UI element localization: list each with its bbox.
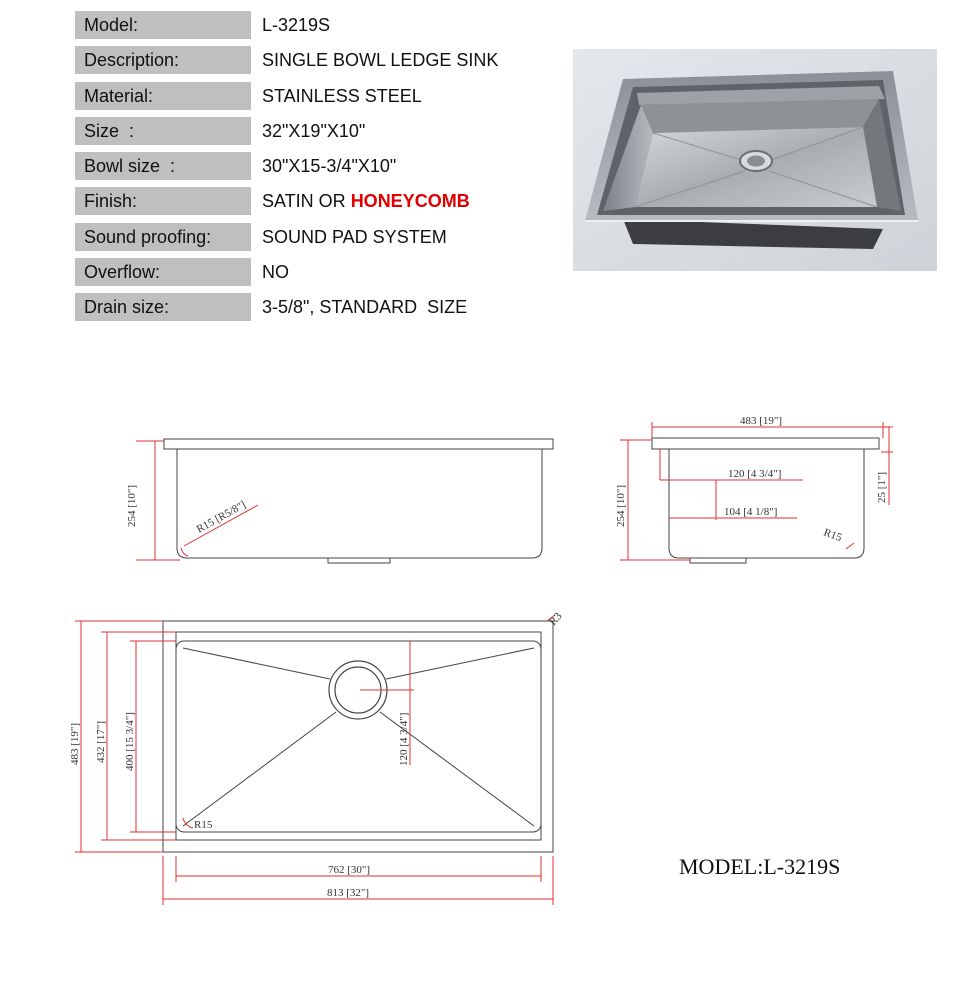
finish-highlight: HONEYCOMB bbox=[350, 191, 470, 212]
spec-label: Material: bbox=[75, 82, 251, 110]
spec-value: 32"X19"X10" bbox=[262, 120, 366, 141]
spec-value: SINGLE BOWL LEDGE SINK bbox=[262, 50, 499, 71]
end-view-drawing bbox=[620, 422, 893, 563]
spec-value: STAINLESS STEEL bbox=[262, 85, 422, 106]
spec-value: SATIN OR HONEYCOMB bbox=[262, 191, 470, 212]
top-drain-offset: 120 [4 3/4"] bbox=[398, 712, 410, 766]
end-height-dim: 254 [10"] bbox=[615, 484, 627, 527]
side-height-dim: 254 [10"] bbox=[126, 484, 138, 527]
top-bowl-radius: R15 bbox=[194, 819, 213, 831]
spec-value: 30"X15-3/4"X10" bbox=[262, 156, 397, 177]
top-view-drawing bbox=[75, 615, 555, 905]
spec-value: SOUND PAD SYSTEM bbox=[262, 226, 447, 247]
end-width-dim: 483 [19"] bbox=[740, 415, 783, 427]
spec-label: Finish: bbox=[75, 187, 251, 215]
side-radius-label: R15 [R5/8"] bbox=[194, 498, 248, 536]
top-corner-radius: R3 bbox=[547, 610, 565, 628]
end-offset-2: 104 [4 1/8"] bbox=[724, 506, 778, 518]
side-view-drawing bbox=[136, 439, 553, 563]
spec-label: Bowl size : bbox=[75, 152, 251, 180]
spec-label: Size : bbox=[75, 117, 251, 145]
top-inner-height: 400 [15 3/4"] bbox=[124, 712, 136, 771]
spec-value: NO bbox=[262, 262, 289, 283]
spec-label: Model: bbox=[75, 11, 251, 39]
model-caption: MODEL:L-3219S bbox=[679, 854, 841, 879]
spec-label: Drain size: bbox=[75, 293, 251, 321]
top-outer-width: 813 [32"] bbox=[327, 887, 370, 899]
spec-label: Description: bbox=[75, 46, 251, 74]
top-mid-height: 432 [17"] bbox=[95, 720, 107, 763]
top-outer-height: 483 [19"] bbox=[69, 722, 81, 765]
end-radius-label: R15 bbox=[821, 526, 844, 545]
end-offset-1: 120 [4 3/4"] bbox=[728, 468, 782, 480]
end-ledge-dim: 25 [1"] bbox=[876, 471, 888, 503]
spec-label: Overflow: bbox=[75, 258, 251, 286]
spec-label: Sound proofing: bbox=[75, 223, 251, 251]
spec-value: L-3219S bbox=[262, 15, 331, 35]
spec-value: 3-5/8", STANDARD SIZE bbox=[262, 297, 468, 318]
top-inner-width: 762 [30"] bbox=[328, 864, 371, 876]
